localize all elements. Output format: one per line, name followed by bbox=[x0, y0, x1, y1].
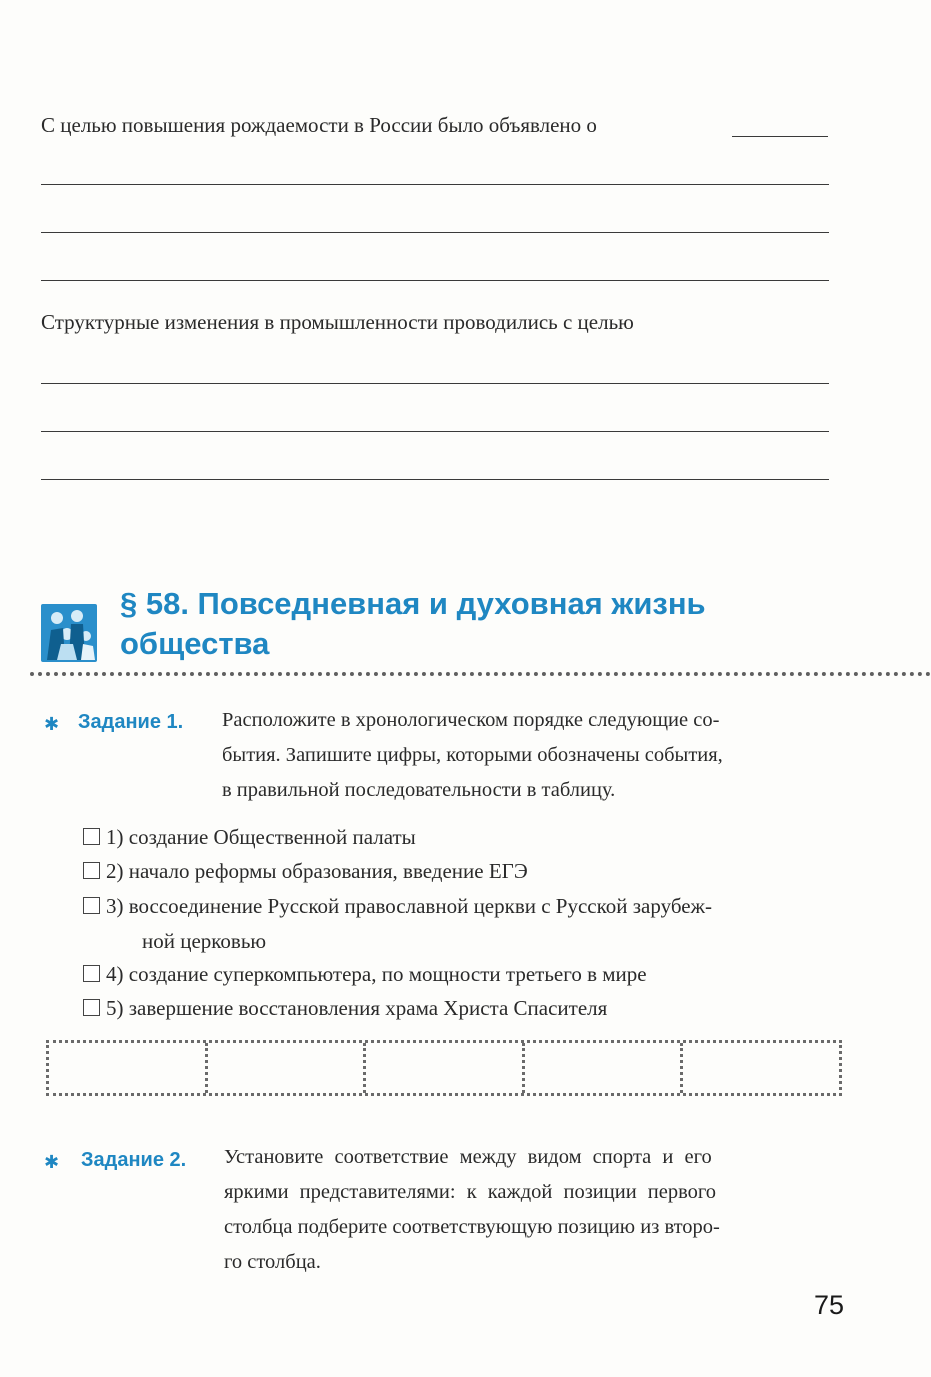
answer-line[interactable] bbox=[41, 479, 829, 480]
answer-cell[interactable] bbox=[366, 1043, 525, 1093]
checkbox[interactable] bbox=[83, 862, 100, 879]
checkbox[interactable] bbox=[83, 965, 100, 982]
prompt-birthrate: С целью повышения рождаемости в России было объявлено о bbox=[41, 113, 597, 137]
task1-label: Задание 1. bbox=[78, 711, 184, 733]
list-item: 1) создание Общественной палаты bbox=[83, 825, 416, 850]
task2-text-line3: столбца подберите соответствующую позицию из второ- bbox=[224, 1216, 720, 1238]
answer-line[interactable] bbox=[41, 280, 829, 281]
answer-table bbox=[46, 1040, 842, 1096]
list-item: 2) начало реформы образования, введение ЕГЭ bbox=[83, 859, 528, 884]
answer-line[interactable] bbox=[41, 383, 829, 384]
task2-text-line1: Установите соответствие между видом спорта и его bbox=[224, 1146, 712, 1168]
answer-line[interactable] bbox=[41, 431, 829, 432]
task2-label: Задание 2. bbox=[81, 1149, 187, 1171]
star-icon: ✱ bbox=[44, 1152, 60, 1173]
section-title-line1: § 58. Повседневная и духовная жизнь bbox=[120, 586, 706, 621]
section-divider bbox=[30, 672, 931, 676]
answer-cell[interactable] bbox=[208, 1043, 367, 1093]
answer-line[interactable] bbox=[732, 136, 828, 137]
list-item: 4) создание суперкомпьютера, по мощности третьего в мире bbox=[83, 962, 647, 987]
section-title bbox=[120, 584, 706, 664]
task2-text-line2: яркими представителями: к каждой позиции первого bbox=[224, 1181, 717, 1203]
task2-text-line4: го столбца. bbox=[224, 1251, 321, 1273]
checkbox[interactable] bbox=[83, 897, 100, 914]
list-item: 5) завершение восстановления храма Христа Спасителя bbox=[83, 996, 607, 1021]
task1-text-line3: в правильной последовательности в таблицу. bbox=[222, 779, 616, 801]
task1-text-line1: Расположите в хронологическом порядке следующие со- bbox=[222, 709, 720, 731]
star-icon: ✱ bbox=[44, 714, 60, 735]
page-number: 75 bbox=[814, 1290, 845, 1320]
list-item-continuation: ной церковью bbox=[142, 929, 267, 953]
checkbox[interactable] bbox=[83, 999, 100, 1016]
list-item: 3) воссоединение Русской православной церкви с Русской зарубеж- bbox=[83, 894, 712, 919]
task1-text-line2: бытия. Запишите цифры, которыми обозначены события, bbox=[222, 744, 723, 766]
answer-cell[interactable] bbox=[49, 1043, 208, 1093]
section-title-line2: общества bbox=[120, 626, 270, 661]
checkbox[interactable] bbox=[83, 828, 100, 845]
answer-line[interactable] bbox=[41, 184, 829, 185]
prompt-industry: Структурные изменения в промышленности проводились с целью bbox=[41, 310, 634, 334]
answer-cell[interactable] bbox=[683, 1043, 839, 1093]
answer-line[interactable] bbox=[41, 232, 829, 233]
answer-cell[interactable] bbox=[525, 1043, 684, 1093]
people-illustration-icon bbox=[41, 604, 97, 662]
